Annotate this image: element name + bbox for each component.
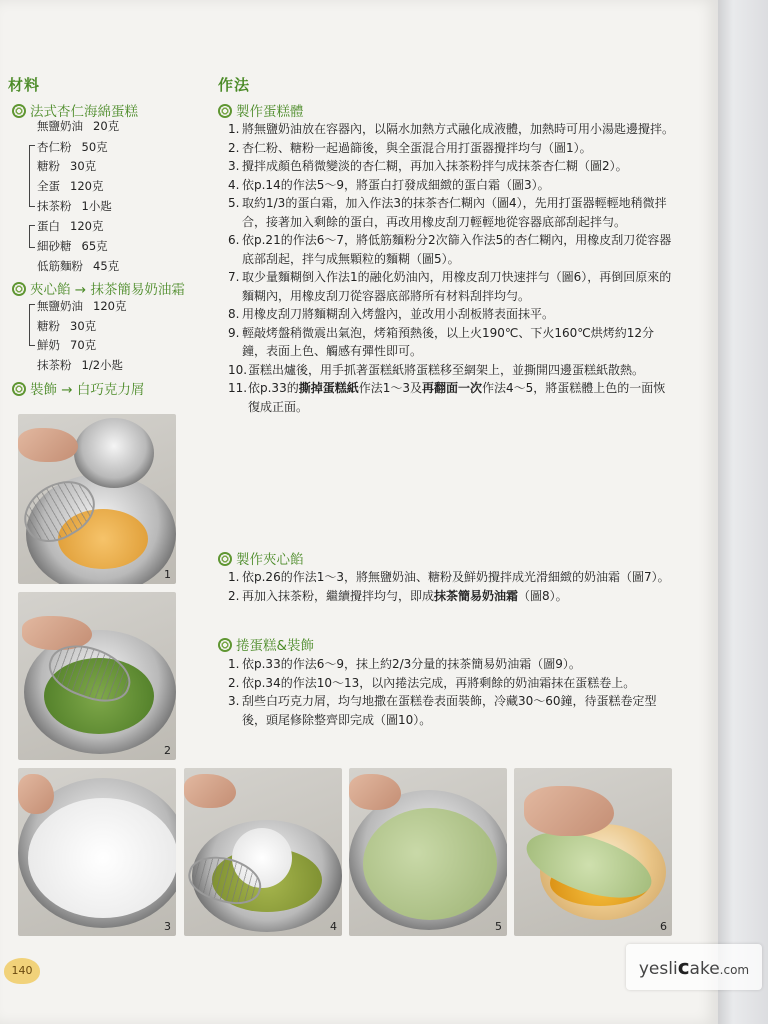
cake-ingredients-heading — [12, 100, 138, 120]
step-emphasis: 抹茶簡易奶油霜 — [434, 588, 519, 603]
step-number: 3. — [228, 159, 240, 173]
photo-step-1 — [18, 414, 176, 584]
watermark-c: c — [677, 955, 690, 979]
step-text: 依p.14的作法5～9，將蛋白打發成細緻的蛋白霜（圖3）。 — [242, 177, 550, 192]
filling-steps — [228, 568, 676, 605]
watermark-text: yesli — [638, 959, 678, 979]
ingredient-group-bracket — [29, 145, 35, 207]
spiral-icon — [218, 104, 232, 118]
filling-method-heading — [218, 548, 304, 568]
hand-image — [18, 774, 54, 814]
ingredient-item — [37, 337, 96, 353]
step-number: 1. — [228, 570, 240, 584]
step-number: 2. — [228, 588, 240, 603]
heading-text: 法式杏仁海綿蛋糕 — [30, 104, 138, 120]
photo-step-3 — [18, 768, 176, 936]
step-number: 5. — [228, 196, 240, 210]
ingredient-item — [37, 318, 96, 334]
step-number: 1. — [228, 657, 240, 671]
ingredient-qty: 45克 — [93, 259, 120, 273]
ingredient-qty: 1小匙 — [81, 199, 112, 213]
ingredient-item — [37, 118, 119, 134]
step-number: 11. — [228, 381, 248, 395]
step-text: 輕敲烤盤稍微震出氣泡，烤箱預熱後，以上火190℃、下火160℃烘烤約12分鐘，表面上色、觸感有彈性即可。 — [242, 325, 655, 358]
step-item — [228, 194, 676, 231]
step-text: 取約1/3的蛋白霜，加入作法3的抹茶杏仁糊內（圖4），先用打蛋器輕輕地稍微拌合，接著加入剩餘的蛋白，再改用橡皮刮刀輕輕地從容器底部刮起拌勻。 — [242, 196, 667, 229]
ingredient-name: 無鹽奶油 — [37, 299, 83, 313]
ingredient-name: 鮮奶 — [37, 338, 60, 352]
step-emphasis: 撕掉蛋糕紙 — [298, 381, 359, 395]
photo-number: 5 — [495, 920, 502, 933]
meringue-image — [28, 798, 176, 918]
spiral-icon — [12, 104, 26, 118]
ingredient-item — [37, 357, 123, 373]
step-item — [228, 655, 676, 674]
sieve-image — [74, 418, 154, 488]
watermark-domain: .com — [719, 963, 750, 977]
decoration-heading — [12, 378, 144, 398]
step-number: 9. — [228, 325, 240, 340]
step-item — [228, 324, 676, 361]
batter-image — [363, 808, 497, 920]
page-edge — [718, 0, 768, 1024]
ingredient-name: 蛋白 — [37, 219, 60, 233]
ingredient-qty: 120克 — [93, 299, 127, 313]
step-text: 再加入抹茶粉，繼續攪拌均勻，即成 — [242, 588, 435, 603]
spiral-icon — [218, 638, 232, 652]
step-text: （圖8）。 — [518, 588, 568, 603]
step-text: 作法1～3及 — [358, 381, 422, 395]
materials-title: 材料 — [8, 76, 41, 94]
hand-image — [184, 774, 236, 808]
step-item — [228, 268, 676, 305]
step-item — [228, 176, 676, 195]
heading-text: 夾心餡 → 抹茶簡易奶油霜 — [30, 282, 185, 298]
heading-text: 製作夾心餡 — [236, 552, 304, 568]
roll-steps — [228, 655, 676, 729]
step-number: 2. — [228, 675, 240, 690]
photo-step-2 — [18, 592, 176, 760]
ingredient-name: 糖粉 — [37, 159, 60, 173]
step-text: 將無鹽奶油放在容器內，以隔水加熱方式融化成液體，加熱時可用小湯匙邊攪拌。 — [242, 122, 675, 136]
step-text: 依p.26的作法1～3，將無鹽奶油、糖粉及鮮奶攪拌成光滑細緻的奶油霜（圖7）。 — [242, 570, 670, 584]
ingredient-qty: 70克 — [70, 338, 97, 352]
photo-step-6 — [514, 768, 672, 936]
ingredient-qty: 20克 — [93, 119, 120, 133]
ingredient-qty: 50克 — [81, 140, 108, 154]
step-text: 杏仁粉、糖粉一起過篩後，與全蛋混合用打蛋器攪拌均勻（圖1）。 — [242, 140, 592, 155]
step-item — [228, 587, 676, 606]
filling-ingredients-heading — [12, 278, 185, 298]
photo-number: 1 — [164, 568, 171, 581]
step-number: 7. — [228, 270, 240, 284]
step-text: 刮些白巧克力屑，均勻地撒在蛋糕卷表面裝飾，冷藏30～60鐘，待蛋糕卷定型後，頭尾修除整齊即完成（圖10）。 — [242, 694, 657, 727]
step-number: 6. — [228, 233, 240, 247]
ingredient-name: 低筋麵粉 — [37, 259, 83, 273]
ingredient-name: 抹茶粉 — [37, 358, 72, 372]
ingredient-qty: 65克 — [81, 239, 108, 253]
photo-step-5 — [349, 768, 507, 936]
cake-steps — [228, 120, 676, 416]
photo-number: 6 — [660, 920, 667, 933]
step-item — [228, 361, 676, 380]
spiral-icon — [12, 282, 26, 296]
heading-text: 裝飾 → 白巧克力屑 — [30, 382, 145, 398]
step-text: 作法4～5，將蛋糕體上色的一面恢復成正面。 — [248, 381, 666, 414]
ingredient-name: 杏仁粉 — [37, 140, 72, 154]
ingredient-name: 糖粉 — [37, 319, 60, 333]
ingredient-item — [37, 238, 108, 254]
ingredient-name: 細砂糖 — [37, 239, 72, 253]
ingredient-item — [37, 298, 126, 314]
step-item — [228, 692, 676, 729]
ingredient-qty: 120克 — [70, 219, 104, 233]
step-item — [228, 674, 676, 693]
step-item — [228, 231, 676, 268]
photo-number: 4 — [330, 920, 337, 933]
photo-number: 2 — [164, 744, 171, 757]
ingredient-group-bracket — [29, 304, 35, 346]
ingredient-item — [37, 139, 108, 155]
ingredient-name: 全蛋 — [37, 179, 60, 193]
step-text: 攪拌成顏色稍微變淡的杏仁糊，再加入抹茶粉拌勻成抹茶杏仁糊（圖2）。 — [242, 159, 628, 173]
ingredient-item — [37, 158, 96, 174]
step-number: 3. — [228, 694, 240, 708]
step-item — [228, 568, 676, 587]
step-text: 依p.34的作法10～13，以內捲法完成，再將剩餘的奶油霜抹在蛋糕卷上。 — [242, 675, 636, 690]
spiral-icon — [12, 382, 26, 396]
ingredient-qty: 1/2小匙 — [81, 358, 124, 372]
hand-image — [18, 428, 78, 462]
spiral-icon — [218, 552, 232, 566]
hand-image — [524, 786, 614, 836]
heading-text: 製作蛋糕體 — [236, 104, 304, 120]
ingredient-qty: 120克 — [70, 179, 104, 193]
ingredient-name: 無鹽奶油 — [37, 119, 83, 133]
hand-image — [349, 774, 401, 810]
watermark-text: ake — [689, 959, 720, 979]
step-text: 依p.21的作法6～7，將低筋麵粉分2次篩入作法5的杏仁糊內，用橡皮刮刀從容器底部刮起，拌勻成無顆粒的麵糊（圖5）。 — [242, 233, 672, 266]
ingredient-item — [37, 178, 103, 194]
watermark — [626, 944, 762, 990]
ingredient-item — [37, 198, 112, 214]
step-number: 10. — [228, 362, 248, 377]
ingredient-qty: 30克 — [70, 319, 97, 333]
method-title: 作法 — [218, 76, 251, 94]
step-text: 依p.33的作法6～9，抹上約2/3分量的抹茶簡易奶油霜（圖9）。 — [242, 657, 581, 671]
photo-number: 3 — [164, 920, 171, 933]
step-text: 蛋糕出爐後，用手抓著蛋糕紙將蛋糕移至網架上，並撕開四邊蛋糕紙散熱。 — [248, 362, 645, 377]
ingredient-item — [37, 258, 119, 274]
step-item — [228, 139, 676, 158]
ingredient-item — [37, 218, 103, 234]
step-number: 1. — [228, 122, 240, 136]
step-number: 2. — [228, 140, 240, 155]
step-item — [228, 305, 676, 324]
step-number: 4. — [228, 177, 240, 192]
photo-step-4 — [184, 768, 342, 936]
step-item — [228, 120, 676, 139]
page-number: 140 — [4, 958, 40, 984]
step-emphasis: 再翻面一次 — [422, 381, 483, 395]
ingredient-qty: 30克 — [70, 159, 97, 173]
heading-text: 捲蛋糕&裝飾 — [236, 638, 315, 654]
step-text: 依p.33的 — [248, 381, 299, 395]
ingredient-group-bracket — [29, 225, 35, 248]
step-text: 取少量麵糊倒入作法1的融化奶油內，用橡皮刮刀快速拌勻（圖6），再倒回原來的麵糊內，用橡皮刮刀從容器底部將所有材料刮拌均勻。 — [242, 270, 672, 303]
step-item — [228, 157, 676, 176]
cake-method-heading — [218, 100, 304, 120]
ingredient-name: 抹茶粉 — [37, 199, 72, 213]
step-item — [228, 379, 676, 416]
step-number: 8. — [228, 307, 240, 321]
roll-method-heading — [218, 634, 314, 654]
step-text: 用橡皮刮刀將麵糊刮入烤盤內，並改用小刮板將表面抹平。 — [242, 307, 555, 321]
